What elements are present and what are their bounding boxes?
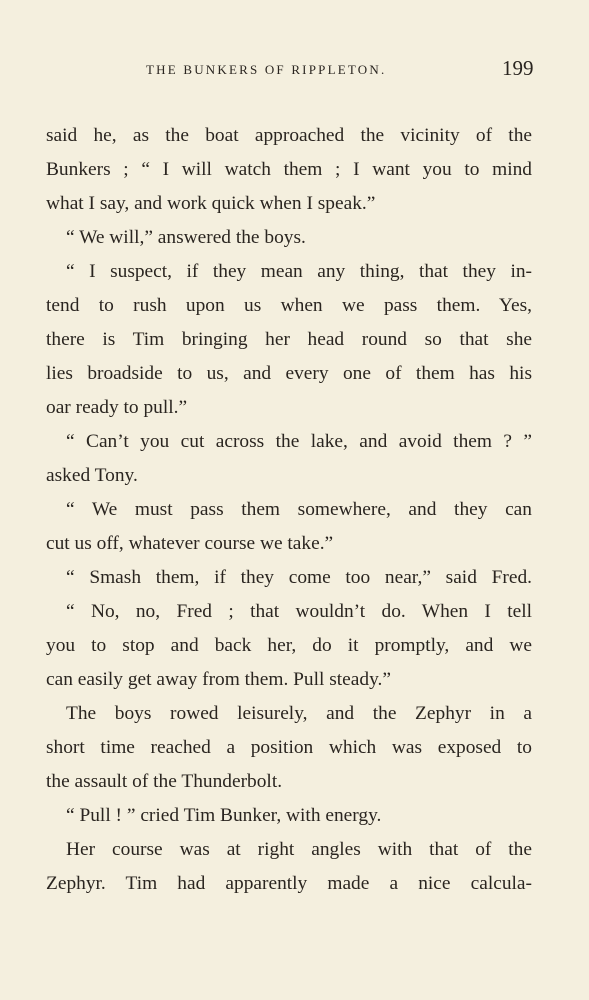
text-line: “ No, no, Fred ; that wouldn’t do. When I tell — [66, 601, 532, 622]
page-number: 199 — [502, 56, 534, 80]
text-line: Bunkers ; “ I will watch them ; I want you to mind — [46, 159, 532, 180]
text-line: lies broadside to us, and every one of them has his — [46, 363, 532, 384]
text-line: oar ready to pull.” — [46, 397, 188, 418]
running-title: THE BUNKERS OF RIPPLETON. — [146, 62, 387, 77]
text-line: there is Tim bringing her head round so that she — [46, 329, 532, 350]
text-line: Her course was at right angles with that of the — [66, 839, 532, 860]
text-line: The boys rowed leisurely, and the Zephyr in a — [66, 703, 532, 724]
body-text — [46, 119, 532, 901]
text-line: you to stop and back her, do it promptly, and we — [46, 635, 532, 656]
text-line: asked Tony. — [46, 465, 138, 486]
text-line: the assault of the Thunderbolt. — [46, 771, 283, 792]
text-line: short time reached a position which was exposed to — [46, 737, 532, 758]
text-line: “ Smash them, if they come too near,” said Fred. — [66, 567, 532, 588]
text-line: can easily get away from them. Pull steady.” — [46, 669, 391, 690]
text-line: cut us off, whatever course we take.” — [46, 533, 334, 554]
text-line: “ Pull ! ” cried Tim Bunker, with energy. — [66, 805, 382, 826]
text-line: tend to rush upon us when we pass them. Yes, — [46, 295, 532, 316]
text-line: Zephyr. Tim had apparently made a nice calcula- — [46, 873, 532, 894]
text-line: “ We must pass them somewhere, and they can — [66, 499, 532, 520]
text-line: “ We will,” answered the boys. — [66, 227, 306, 248]
text-line: what I say, and work quick when I speak.” — [46, 193, 376, 214]
text-line: “ I suspect, if they mean any thing, that they in- — [66, 261, 532, 282]
text-line: said he, as the boat approached the vicinity of the — [46, 125, 532, 146]
text-line: “ Can’t you cut across the lake, and avoid them ? ” — [66, 431, 532, 452]
